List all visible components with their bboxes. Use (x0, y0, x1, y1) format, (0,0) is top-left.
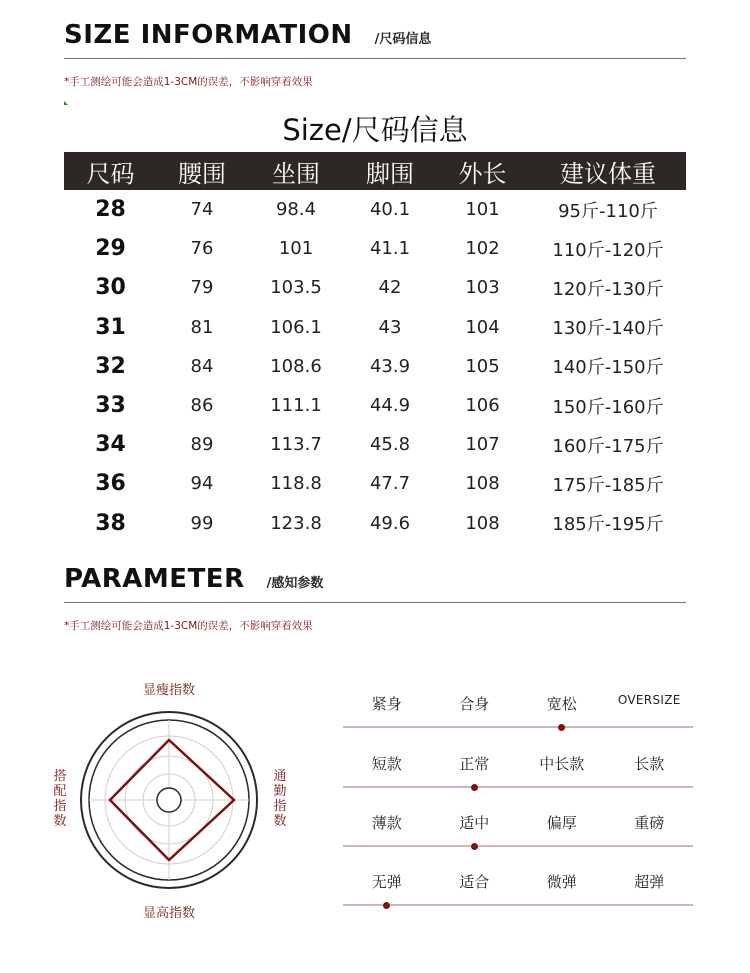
cell-length: 103 (465, 277, 500, 299)
cell-weight: 110斤-120斤 (552, 239, 664, 261)
radar-label-right (273, 769, 286, 829)
table-row (64, 229, 686, 268)
size-section-divider (64, 58, 686, 59)
cell-weight: 95斤-110斤 (558, 200, 658, 222)
parameter-option-label: 薄款 (371, 814, 402, 832)
parameter-option-label: 短款 (371, 755, 402, 773)
header-hip: 坐围 (272, 159, 320, 188)
cell-size: 34 (95, 432, 126, 458)
size-section-header (64, 20, 431, 50)
table-row (64, 504, 686, 543)
parameter-scale-track (343, 726, 693, 728)
parameter-option-label: 长款 (634, 755, 665, 773)
cell-size: 31 (95, 314, 126, 340)
cell-size: 28 (95, 197, 126, 223)
cell-hip: 118.8 (270, 473, 322, 495)
parameter-option-label: 适合 (459, 873, 490, 891)
cell-weight: 120斤-130斤 (552, 278, 664, 300)
cell-size: 29 (95, 236, 126, 262)
cell-hip: 123.8 (270, 512, 322, 534)
cell-size: 38 (95, 510, 126, 536)
table-row (64, 464, 686, 503)
cell-waist: 94 (190, 473, 214, 495)
size-section-title: SIZE INFORMATION (64, 20, 353, 50)
parameter-option-label: 宽松 (546, 695, 577, 713)
parameter-scale-labels (343, 693, 693, 714)
cell-waist: 86 (190, 395, 214, 417)
parameter-selected-marker (558, 724, 565, 731)
cell-hem: 49.6 (369, 512, 411, 534)
table-row (64, 268, 686, 307)
cell-length: 105 (465, 355, 500, 377)
table-row (64, 347, 686, 386)
parameter-option-label: 正常 (459, 755, 490, 773)
cell-length: 101 (465, 199, 500, 221)
radar-label-left (53, 768, 66, 829)
parameter-option-label: 适中 (459, 814, 490, 832)
cell-waist: 89 (190, 434, 214, 456)
cell-size: 32 (95, 353, 126, 379)
cell-waist: 81 (190, 316, 214, 338)
parameter-option-label: 超弹 (634, 873, 665, 891)
cell-hem: 43.9 (369, 355, 411, 377)
table-row (64, 386, 686, 425)
parameter-scale-track (343, 845, 693, 847)
table-row (64, 308, 686, 347)
size-table-title: Size/尺码信息 (282, 113, 468, 147)
cell-hip: 108.6 (270, 355, 322, 377)
cell-hem: 45.8 (369, 434, 411, 456)
cell-size: 30 (95, 275, 126, 301)
parameter-scale-labels (343, 871, 693, 892)
svg-text:通勤指数: 通勤指数 (273, 769, 287, 829)
cell-waist: 99 (190, 512, 214, 534)
cell-hem: 42 (378, 277, 402, 299)
cell-waist: 84 (190, 355, 214, 377)
fit-radar-diagram (0, 640, 340, 940)
cell-waist: 79 (190, 277, 214, 299)
radar-label-top: 显瘦指数 (142, 683, 196, 698)
cell-hem: 41.1 (369, 238, 411, 260)
cell-length: 106 (465, 395, 500, 417)
parameter-scale-track (343, 904, 693, 906)
parameter-option-label: OVERSIZE (617, 693, 681, 707)
size-table-body (64, 190, 686, 543)
table-row (64, 425, 686, 464)
parameter-option-label: 微弹 (546, 873, 577, 891)
cell-hem: 43 (378, 316, 402, 338)
cell-weight: 140斤-150斤 (552, 357, 664, 379)
parameter-section-subtitle: /感知参数 (266, 576, 324, 591)
size-table (64, 152, 686, 543)
cell-weight: 150斤-160斤 (552, 396, 664, 418)
parameter-option-label: 中长款 (539, 755, 585, 773)
cell-length: 102 (465, 238, 500, 260)
parameter-option-label: 偏厚 (546, 814, 577, 832)
cell-hem: 44.9 (369, 395, 411, 417)
parameter-scale-labels (343, 812, 693, 833)
parameter-option-label: 紧身 (371, 695, 402, 713)
parameter-scale-labels (343, 753, 693, 774)
parameter-selected-marker (471, 784, 478, 791)
parameter-option-label: 合身 (459, 695, 490, 713)
size-section-note: *手工测绘可能会造成1-3CM的误差，不影响穿着效果 (64, 76, 313, 88)
cell-length: 104 (465, 316, 500, 338)
cell-waist: 76 (190, 238, 214, 260)
header-length: 外长 (458, 159, 507, 188)
cell-hip: 103.5 (270, 277, 322, 299)
parameter-section-divider (64, 602, 686, 603)
cell-size: 33 (95, 393, 126, 419)
cell-hip: 113.7 (270, 434, 322, 456)
cell-weight: 130斤-140斤 (552, 318, 664, 340)
cell-size: 36 (95, 471, 126, 497)
size-section-subtitle: /尺码信息 (374, 32, 432, 47)
header-waist: 腰围 (178, 159, 226, 188)
parameter-scale-track (343, 786, 693, 788)
radar-center (157, 788, 181, 812)
cell-hip: 98.4 (275, 199, 317, 221)
cell-hip: 111.1 (270, 395, 322, 417)
table-row (64, 190, 686, 229)
parameter-selected-marker (471, 843, 478, 850)
cell-weight: 185斤-195斤 (552, 514, 664, 536)
cell-hip: 106.1 (270, 316, 322, 338)
parameter-section-title: PARAMETER (64, 564, 245, 594)
svg-text:搭配指数: 搭配指数 (53, 769, 67, 829)
cell-length: 108 (465, 512, 500, 534)
parameter-selected-marker (383, 902, 390, 909)
radar-label-bottom: 显高指数 (142, 906, 196, 921)
cell-weight: 160斤-175斤 (552, 435, 664, 457)
parameter-option-label: 重磅 (634, 814, 665, 832)
cell-hem: 47.7 (369, 473, 411, 495)
header-weight: 建议体重 (560, 159, 656, 188)
header-size: 尺码 (86, 159, 135, 188)
header-hem: 脚围 (366, 159, 414, 188)
cell-hip: 101 (278, 238, 314, 260)
parameter-section-header (64, 564, 323, 594)
cell-waist: 74 (190, 199, 214, 221)
cell-hem: 40.1 (369, 199, 411, 221)
cell-length: 107 (465, 434, 500, 456)
parameter-section-note: *手工测绘可能会造成1-3CM的误差，不影响穿着效果 (64, 620, 313, 632)
size-table-header (64, 152, 686, 190)
parameter-option-label: 无弹 (371, 873, 402, 891)
cell-length: 108 (465, 473, 500, 495)
corner-mark (64, 101, 68, 105)
cell-weight: 175斤-185斤 (552, 474, 664, 496)
